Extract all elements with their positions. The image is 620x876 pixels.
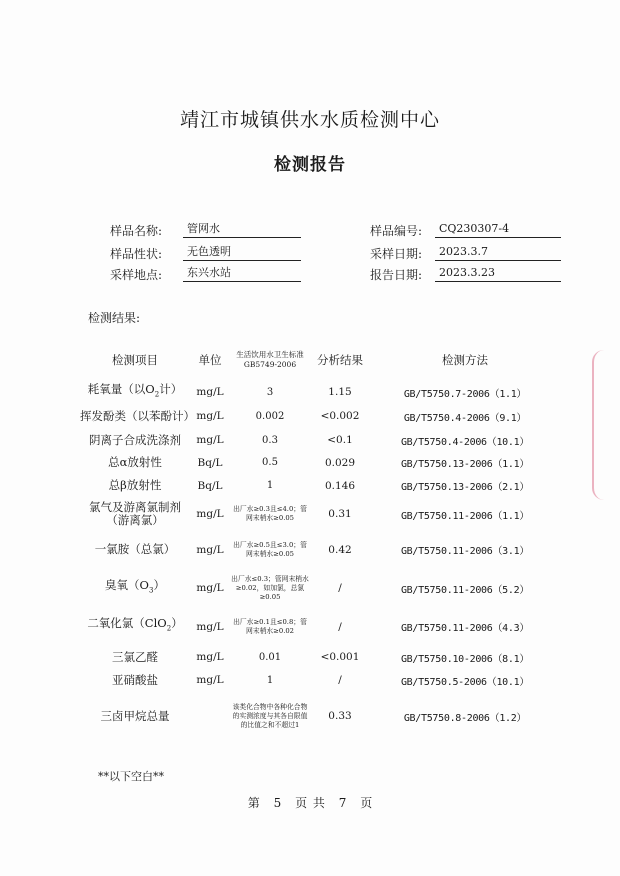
- cell-item: 阴离子合成洗涤剂: [89, 432, 181, 447]
- cell-unit: mg/L: [196, 674, 224, 686]
- page-current: 5: [273, 796, 282, 810]
- sample-state-label: 样品性状:: [110, 247, 163, 261]
- cell-result: /: [338, 674, 342, 686]
- cell-method: GB/T5750.13-2006（1.1）: [400, 459, 530, 470]
- results-heading: 检测结果:: [88, 311, 141, 325]
- header-method: 检测方法: [442, 353, 488, 367]
- page-total: 7: [338, 796, 347, 810]
- cell-item: 总β放射性: [108, 478, 162, 492]
- table-row: [80, 474, 560, 497]
- cell-method: GB/T5750.4-2006（10.1）: [400, 436, 530, 448]
- seal-stamp-edge: [592, 350, 618, 500]
- table-row: [80, 669, 560, 691]
- sampling-site-label: 采样地点:: [110, 268, 163, 282]
- table-row: [80, 691, 560, 741]
- cell-item: 二氧化氯（ClO$_2$）: [87, 616, 183, 633]
- sampling-date-label: 采样日期:: [370, 247, 423, 261]
- cell-limit: 0.01: [258, 651, 282, 663]
- table-row: [80, 451, 560, 474]
- cell-limit: 0.3: [262, 434, 278, 446]
- cell-unit: Bq/L: [197, 479, 223, 492]
- cell-method: GB/T5750.11-2006（3.1）: [400, 546, 530, 557]
- header-unit: 单位: [198, 353, 222, 367]
- cell-unit: mg/L: [196, 651, 224, 663]
- sample-no-label: 样品编号:: [370, 224, 423, 238]
- cell-result: 0.42: [328, 543, 352, 556]
- cell-unit: mg/L: [196, 543, 224, 556]
- cell-item: 臭氧$(O_3)$: [105, 577, 165, 595]
- cell-method: GB/T5750.11-2006（1.1）: [400, 510, 530, 522]
- cell-item: 挥发酚类（以苯酚计）: [80, 408, 195, 423]
- report-title: 检测报告: [274, 155, 346, 175]
- blank-note: **以下空白**: [98, 770, 164, 783]
- sampling-date-value: 2023.3.7: [435, 245, 561, 261]
- cell-result: <0.1: [327, 434, 353, 446]
- cell-item: 一氯胺（总氯）: [94, 542, 176, 556]
- organization-title: 靖江市城镇供水水质检测中心: [179, 109, 440, 131]
- table-row: [80, 568, 560, 608]
- cell-limit: 该类化合物中各种化合物的实测浓度与其各自限值的比值之和不超过1: [232, 702, 308, 729]
- cell-unit: mg/L: [196, 620, 224, 633]
- table-row: [80, 645, 560, 669]
- cell-item: 三氯乙醛: [112, 649, 158, 664]
- page-mid: 页 共: [295, 796, 325, 810]
- cell-result: /: [338, 620, 342, 633]
- cell-limit: 出厂水≤0.3；管网末梢水≥0.02，如加氯，总氯≥0.05: [231, 574, 309, 601]
- cell-limit: 1: [266, 480, 274, 491]
- header-standard: 生活饮用水卫生标准GB5749-2006: [236, 350, 304, 369]
- cell-unit: Bq/L: [197, 456, 223, 469]
- cell-limit: 3: [266, 386, 274, 398]
- table-row: [80, 403, 560, 429]
- header-item: 检测项目: [112, 353, 158, 367]
- cell-limit: 0.002: [255, 410, 285, 422]
- cell-unit: mg/L: [196, 410, 224, 422]
- page-suffix: 页: [360, 796, 373, 810]
- table-header-row: [80, 339, 560, 381]
- cell-result: <0.002: [320, 410, 360, 422]
- results-table: [80, 339, 560, 741]
- cell-result: <0.001: [320, 651, 360, 663]
- cell-item: 耗氧量（以$O_2$计）: [87, 381, 183, 399]
- table-row: [80, 429, 560, 451]
- cell-result: 0.146: [324, 479, 356, 492]
- table-row: [80, 608, 560, 645]
- sample-name-label: 样品名称:: [110, 224, 163, 238]
- cell-result: 0.029: [324, 456, 356, 469]
- cell-method: GB/T5750.11-2006（4.3）: [400, 623, 530, 634]
- sample-no-value: CQ230307-4: [435, 222, 561, 238]
- cell-method: GB/T5750.10-2006（8.1）: [400, 653, 530, 665]
- cell-item: 总α放射性: [108, 455, 162, 469]
- cell-method: GB/T5750.5-2006（10.1）: [400, 676, 530, 688]
- cell-method: GB/T5750.8-2006（1.2）: [403, 712, 527, 724]
- sample-name-value: 管网水: [183, 222, 301, 238]
- header-result: 分析结果: [317, 353, 363, 367]
- sampling-site-value: 东兴水站: [183, 266, 301, 282]
- cell-limit: 出厂水≥0.5且≤3.0；管网末梢水≥0.05: [233, 540, 307, 558]
- cell-unit: mg/L: [196, 582, 224, 594]
- table-row: [80, 497, 560, 531]
- cell-limit: 0.5: [262, 457, 278, 468]
- report-date-value: 2023.3.23: [435, 266, 561, 282]
- cell-result: /: [338, 582, 342, 594]
- sample-state-value: 无色透明: [183, 245, 301, 261]
- cell-limit: 出厂水≥0.1且≤0.8；管网末梢水≥0.02: [233, 617, 307, 635]
- cell-method: GB/T5750.4-2006（9.1）: [403, 412, 527, 424]
- cell-result: 0.33: [328, 710, 352, 722]
- cell-result: 1.15: [328, 386, 352, 398]
- cell-unit: mg/L: [196, 508, 224, 520]
- table-row: [80, 531, 560, 568]
- cell-method: GB/T5750.11-2006（5.2）: [400, 584, 530, 596]
- page-number: [0, 794, 620, 811]
- table-row: [80, 381, 560, 403]
- cell-method: GB/T5750.7-2006（1.1）: [403, 388, 527, 400]
- cell-item: 亚硝酸盐: [112, 672, 158, 687]
- cell-unit: mg/L: [196, 386, 224, 398]
- report-date-label: 报告日期:: [370, 268, 423, 282]
- cell-item: 氯气及游离氯制剂（游离氯）: [89, 500, 181, 527]
- cell-item: 三卤甲烷总量: [100, 708, 170, 723]
- cell-method: GB/T5750.13-2006（2.1）: [400, 482, 530, 493]
- cell-unit: mg/L: [196, 434, 224, 446]
- page-prefix: 第: [247, 796, 260, 810]
- cell-unit: [190, 691, 230, 741]
- table-body: [80, 381, 560, 741]
- cell-result: 0.31: [328, 508, 352, 520]
- cell-limit: 1: [266, 674, 274, 686]
- cell-limit: 出厂水≥0.3且≤4.0；管网末梢水≥0.05: [233, 505, 307, 522]
